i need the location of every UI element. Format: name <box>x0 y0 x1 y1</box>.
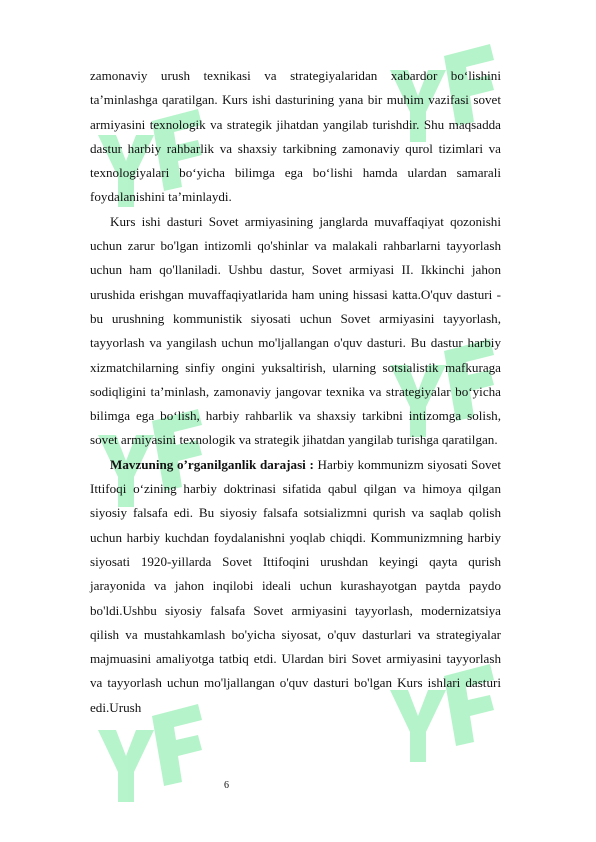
section-heading: Mavzuning o’rganilganlik darajasi : <box>110 456 314 472</box>
paragraph-3 <box>90 453 501 720</box>
body-text <box>90 64 501 720</box>
paragraph-1: zamonaviy urush texnikasi va strategiyalaridan xabardor bo‘lishini ta’minlashga qaratilgan. Kurs ishi dasturining yana bir muhim vazifasi sovet armiyasini texnologik va strategik jihatdan yangilab turishdir. Shu maqsadda dastur harbiy rahbarlik va shaxsiy tarkibning zamonaviy qurol tizimlari va texnologiyalari bo‘yicha bilimga ega bo‘lishi hamda ulardan samarali foydalanishini ta’minlaydi. <box>90 68 501 205</box>
paragraph-2: Kurs ishi dasturi Sovet armiyasining janglarda muvaffaqiyat qozonishi uchun zarur bo'lgan intizomli qo'shinlar va malakali rahbarlarni tayyorlash uchun ham qo'llaniladi. Ushbu dastur, Sovet armiyasi II. Ikkinchi jahon urushida erishgan muvaffaqiyatlarida ham uning hissasi katta.O'quv dasturi - bu urushning kommunistik siyosati uchun Sovet armiyasini tayyorlash, tayyorlash va yangilash uchun mo'ljallangan o'quv dasturi. Bu dastur harbiy xizmatchilarning sinfiy ongini yuksaltirish, ularning sotsialistik mafkuraga sodiqligini ta’minlash, zamonaviy jangovar texnika va strategiyalar bo‘yicha bilimga ega bo‘lish, harbiy rahbarlik va shaxsiy tarkibni intizomga solish, sovet armiyasini texnologik va strategik jihatdan yangilab turishga qaratilgan. <box>90 213 501 448</box>
section-body: Harbiy kommunizm siyosati Sovet Ittifoqi o‘zining harbiy doktrinasi sifatida qabul qilgan va himoya qilgan siyosiy falsafa edi. Bu siyosiy falsafa sotsializmni qurish va saqlab qolish uchun harbiy kuchdan foydalanishni yoqlab chiqdi. Kommunizmning harbiy siyosati 1920-yillarda Sovet Ittifoqini urushdan keyingi qayta qurish jarayonida va jahon inqilobi ideali uchun kurashayotgan paytda paydo bo'ldi.Ushbu siyosiy falsafa Sovet armiyasini tayyorlash, modernizatsiya qilish va mustahkamlash bo'yicha siyosat, o'quv dasturlari va strategiyalar majmuasini amaliyotga tatbiq etdi. Ulardan biri Sovet armiyasini tayyorlash va tayyorlash uchun mo'ljallangan o'quv dasturi bo'lgan Kurs ishlari dasturi edi.Urush <box>90 456 501 715</box>
page-number: 6 <box>224 780 229 791</box>
